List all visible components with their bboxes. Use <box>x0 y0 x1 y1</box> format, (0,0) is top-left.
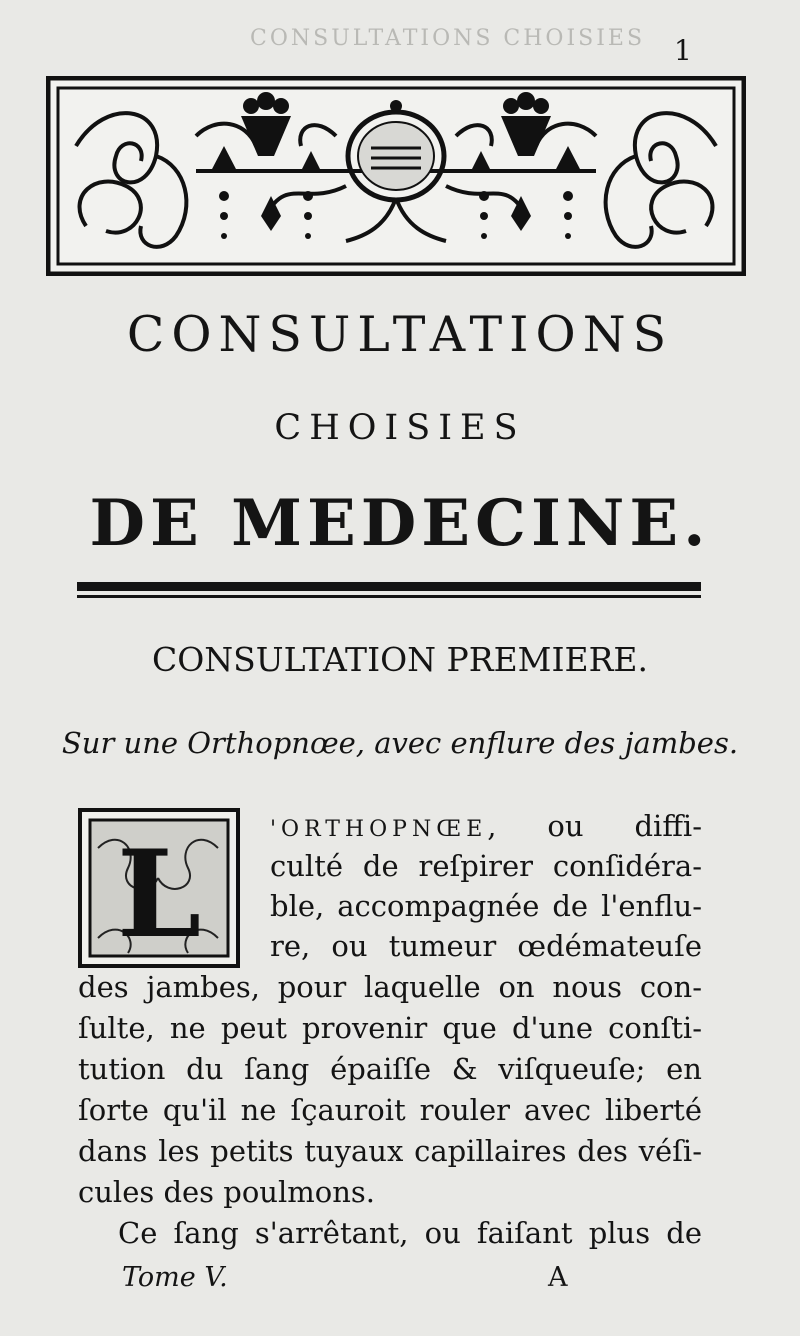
ornamental-headpiece <box>46 76 746 276</box>
title-line-1: CONSULTATIONS <box>126 306 674 363</box>
body-line-3: ble, accompagnée de l'enflu- <box>270 889 702 923</box>
title-line-2: CHOISIES <box>274 408 526 448</box>
drop-cap-letter: L <box>116 824 202 965</box>
page-number: 1 <box>674 34 692 67</box>
section-subtitle: Sur une Orthopnœe, avec enflure des jambes. <box>61 726 739 760</box>
body-line-6: ſulte, ne peut provenir que d'une conſti- <box>78 1011 702 1045</box>
body-line-11: Ce ſang s'arrêtant, ou faiſant plus de <box>118 1216 702 1250</box>
bleed-through-running-head: CONSULTATIONS CHOISIES <box>250 26 646 51</box>
title-line-3: DE MEDECINE. <box>89 486 711 561</box>
double-rule-divider <box>77 580 701 602</box>
body-line-4: re, ou tumeur œdémateuſe <box>270 929 702 963</box>
first-word: 'ORTHOPNŒE <box>270 817 488 842</box>
signature-mark: A <box>548 1262 568 1293</box>
body-line-7: tution du ſang épaiſſe & viſqueuſe; en <box>78 1052 702 1086</box>
body-line-8: ſorte qu'il ne ſçauroit rouler avec liberté <box>78 1093 702 1127</box>
body-line-5: des jambes, pour laquelle on nous con- <box>78 970 702 1004</box>
body-line-10: cules des poulmons. <box>78 1175 375 1209</box>
volume-footer: Tome V. <box>122 1262 228 1293</box>
body-line-1 <box>270 809 702 843</box>
drop-cap-ornament <box>78 808 240 968</box>
first-line-rest: , ou diffi- <box>487 809 702 843</box>
body-line-9: dans les petits tuyaux capillaires des véſi- <box>78 1134 702 1168</box>
body-line-2: culté de reſpirer conſidéra- <box>270 849 702 883</box>
section-heading: CONSULTATION PREMIERE. <box>152 640 648 679</box>
